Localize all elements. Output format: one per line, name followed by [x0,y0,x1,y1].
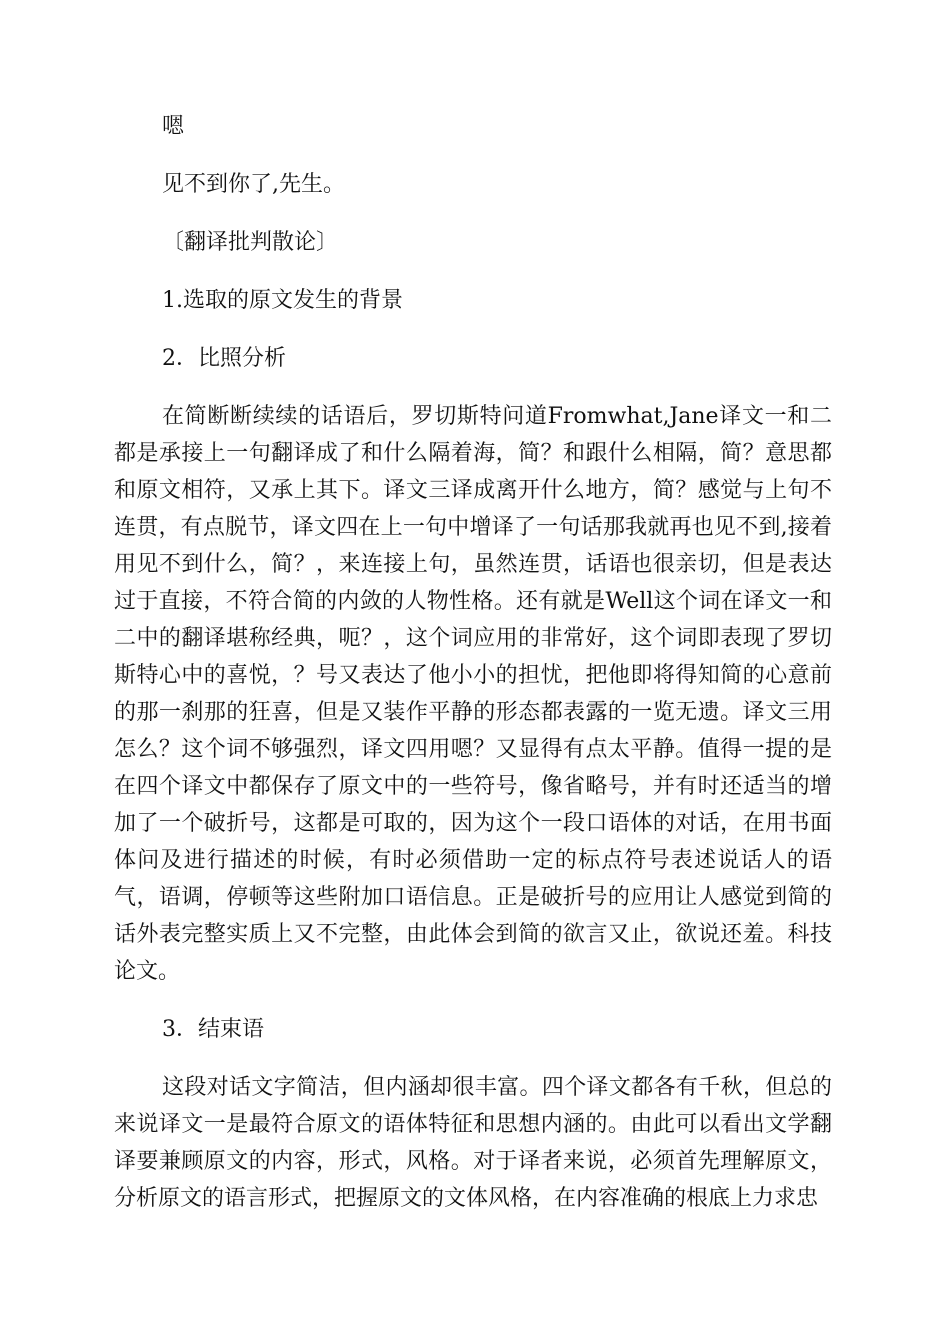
dialogue-line-farewell: 见不到你了,先生。 [162,172,345,197]
heading-comparison: 2．比照分析 [162,346,286,371]
document-page [114,108,832,1238]
section-title: 〔翻译批判散论〕 [162,230,339,255]
paragraph-conclusion: 这段对话文字简洁，但内涵却很丰富。四个译文都各有千秋，但总的来说译文一是最符合原文的语体特征和思想内涵的。由此可以看出文学翻译要兼顾原文的内容，形式，风格。对于译者来说，必须首先理解原文，分析原文的语言形式，把握原文的文体风格，在内容准确的根底上力求忠 [114,1075,832,1211]
dialogue-line-hmm: 嗯 [162,114,185,139]
heading-background: 1.选取的原文发生的背景 [162,288,403,313]
paragraph-analysis: 在简断断续续的话语后，罗切斯特问道Fromwhat,Jane译文一和二都是承接上一句翻译成了和什么隔着海，简？和跟什么相隔，简？意思都和原文相符，又承上其下。译文三译成离开什么地方，简？感觉与上句不连贯，有点脱节，译文四在上一句中增译了一句话那我就再也见不到,接着用见不到什么，简？，来连接上句，虽然连贯，话语也很亲切，但是表达过于直接，不符合简的内敛的人物性格。还有就是Well这个词在译文一和二中的翻译堪称经典，呃？，这个词应用的非常好，这个词即表现了罗切斯特心中的喜悦，？号又表达了他小小的担忧，把他即将得知简的心意前的那一刹那的狂喜，但是又装作平静的形态都表露的一览无遗。译文三用怎么？这个词不够强烈，译文四用嗯？又显得有点太平静。值得一提的是在四个译文中都保存了原文中的一些符号，像省略号，并有时还适当的增加了一个破折号，这都是可取的，因为这个一段口语体的对话，在用书面体问及进行描述的时候，有时必须借助一定的标点符号表述说话人的语气，语调，停顿等这些附加口语信息。正是破折号的应用让人感觉到简的话外表完整实质上又不完整，由此体会到简的欲言又止，欲说还羞。科技论文。 [114,404,832,984]
heading-conclusion: 3．结束语 [162,1017,264,1042]
